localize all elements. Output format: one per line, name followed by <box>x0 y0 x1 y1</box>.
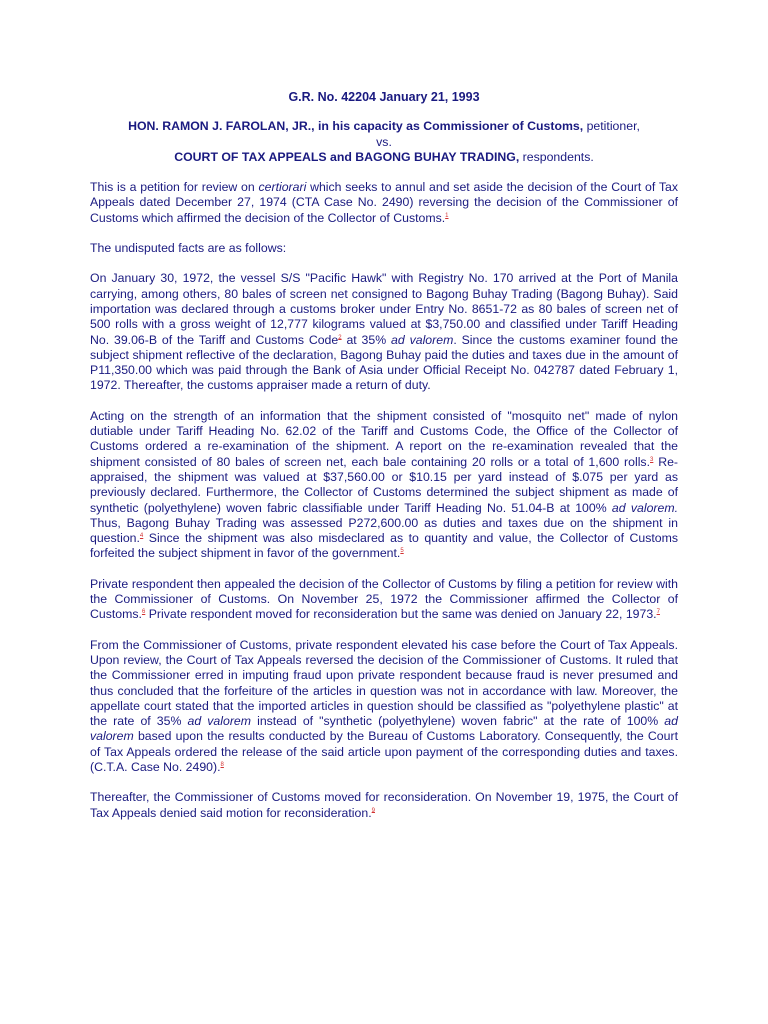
italic-text: ad valorem <box>90 714 678 744</box>
italic-text: certiorari <box>258 180 307 195</box>
footnote-link[interactable]: 5 <box>400 548 404 555</box>
paragraph <box>90 271 678 393</box>
paragraph-text: instead of "synthetic (polyethylene) woven fabric" at the rate of 100% <box>251 714 665 729</box>
paragraph <box>90 790 678 821</box>
respondent-name: COURT OF TAX APPEALS and BAGONG BUHAY TRADING, <box>174 149 520 164</box>
paragraph-text: Since the shipment was also misdeclared as to quantity and value, the Collector of Customs forfeited the subject shipment in favor of the government. <box>90 531 678 561</box>
paragraph-text: Thus, Bagong Buhay Trading was assessed P272,600.00 as duties and taxes due on the shipment in question. <box>90 515 678 546</box>
footnote-link[interactable]: 2 <box>338 334 342 341</box>
paragraph-text: based upon the results conducted by the Bureau of Customs Laboratory. Consequently, the Court of Tax Appeals ordered the release of the said article upon payment of the corresponding duties and taxes. (C.T.A. Case No. 2490). <box>90 729 678 774</box>
decision-text <box>90 90 678 836</box>
paragraph-text: This is a petition for review on <box>90 180 259 195</box>
paragraph-text: Acting on the strength of an information that the shipment consisted of "mosquito net" made of nylon dutiable under Tariff Heading No. 62.02 of the Tariff and Customs Code, the Office of the Collector of Customs ordered a re-examination of the shipment. A report on the re-examination revealed that the shipment consisted of 80 bales of screen net, each bale containing 20 rolls or a total of 1,600 rolls. <box>90 408 678 469</box>
paragraph-text: . Since the customs examiner found the subject shipment reflective of the declaration, Bagong Buhay paid the duties and taxes due in the amount of P11,350.00 which was paid through the Bank of Asia under Official Receipt No. 042787 dated February 1, 1972. Thereafter, the customs appraiser made a return of duty. <box>90 332 678 393</box>
paragraph-text: The undisputed facts are as follows: <box>90 241 287 256</box>
paragraph <box>90 241 678 256</box>
footnote-link[interactable]: 3 <box>650 456 654 463</box>
italic-text: ad valorem <box>391 332 454 347</box>
versus-label: vs. <box>376 134 392 149</box>
italic-text: ad valorem <box>187 714 251 729</box>
footnote-link[interactable]: 7 <box>656 609 660 616</box>
paragraph <box>90 409 678 562</box>
footnote-link[interactable]: 8 <box>220 761 224 768</box>
case-title: G.R. No. 42204 January 21, 1993 <box>288 90 480 104</box>
paragraph <box>90 638 678 776</box>
paragraph-text: On January 30, 1972, the vessel S/S "Pacific Hawk" with Registry No. 170 arrived at the Port of Manila carrying, among others, 80 bales of screen net consigned to Bagong Buhay Trading (Bagong Buhay). Said importation was declared through a customs broker under Entry No. 8651-72 as 80 bales of screen net of 500 rolls with a gross weight of 12,777 kilograms valued at $3,750.00 and classified under Tariff Heading No. 39.06-B of the Tariff and Customs Code <box>90 271 678 347</box>
paragraph <box>90 180 678 226</box>
footnote-link[interactable]: 4 <box>139 533 144 540</box>
footnote-link[interactable]: 9 <box>371 807 375 814</box>
paragraph-text: at 35% <box>341 332 392 347</box>
respondent-role: respondents. <box>519 149 594 164</box>
case-parties <box>90 119 678 165</box>
paragraph-text: Thereafter, the Commissioner of Customs moved for reconsideration. On November 19, 1975, the Court of Tax Appeals denied said motion for reconsideration. <box>90 790 678 820</box>
paragraph-text: Private respondent moved for reconsideration but the same was denied on January 22, 1973. <box>145 607 657 622</box>
decision-body <box>90 180 678 821</box>
footnote-link[interactable]: 1 <box>445 212 449 219</box>
petitioner-role: petitioner, <box>583 119 640 134</box>
paragraph-text: From the Commissioner of Customs, private respondent elevated his case before the Court of Tax Appeals. Upon review, the Court of Tax Appeals reversed the decision of the Commissioner of Customs. It ruled that the Commissioner erred in imputing fraud upon private respondent because fraud is never presumed and thus concluded that the forfeiture of the articles in question was not in accordance with law. Moreover, the appellate court stated that the imported articles in question should be classified as "polyethylene plastic" at the rate of 35% <box>90 637 678 729</box>
petitioner-name: HON. RAMON J. FAROLAN, JR., in his capacity as Commissioner of Customs, <box>128 119 584 134</box>
paragraph <box>90 577 678 623</box>
paragraph-text: Re-appraised, the shipment was valued at $37,560.00 or $10.15 per yard instead of $.075 per yard as previously declared. Furthermore, the Collector of Customs determined the subject shipment as made of synthetic (polyethylene) woven fabric classifiable under Tariff Heading No. 51.04-B at 100% <box>90 454 679 515</box>
footnote-link[interactable]: 6 <box>141 609 146 616</box>
paragraph-text: which seeks to annul and set aside the decision of the Court of Tax Appeals dated December 27, 1974 (CTA Case No. 2490) reversing the decision of the Commissioner of Customs which affirmed the decision of the Collector of Customs. <box>90 180 678 225</box>
paragraph-text: Private respondent then appealed the decision of the Collector of Customs by filing a petition for review with the Commissioner of Customs. On November 25, 1972 the Commissioner affirmed the Collector of Customs. <box>90 576 678 622</box>
italic-text: ad valorem. <box>611 500 679 515</box>
